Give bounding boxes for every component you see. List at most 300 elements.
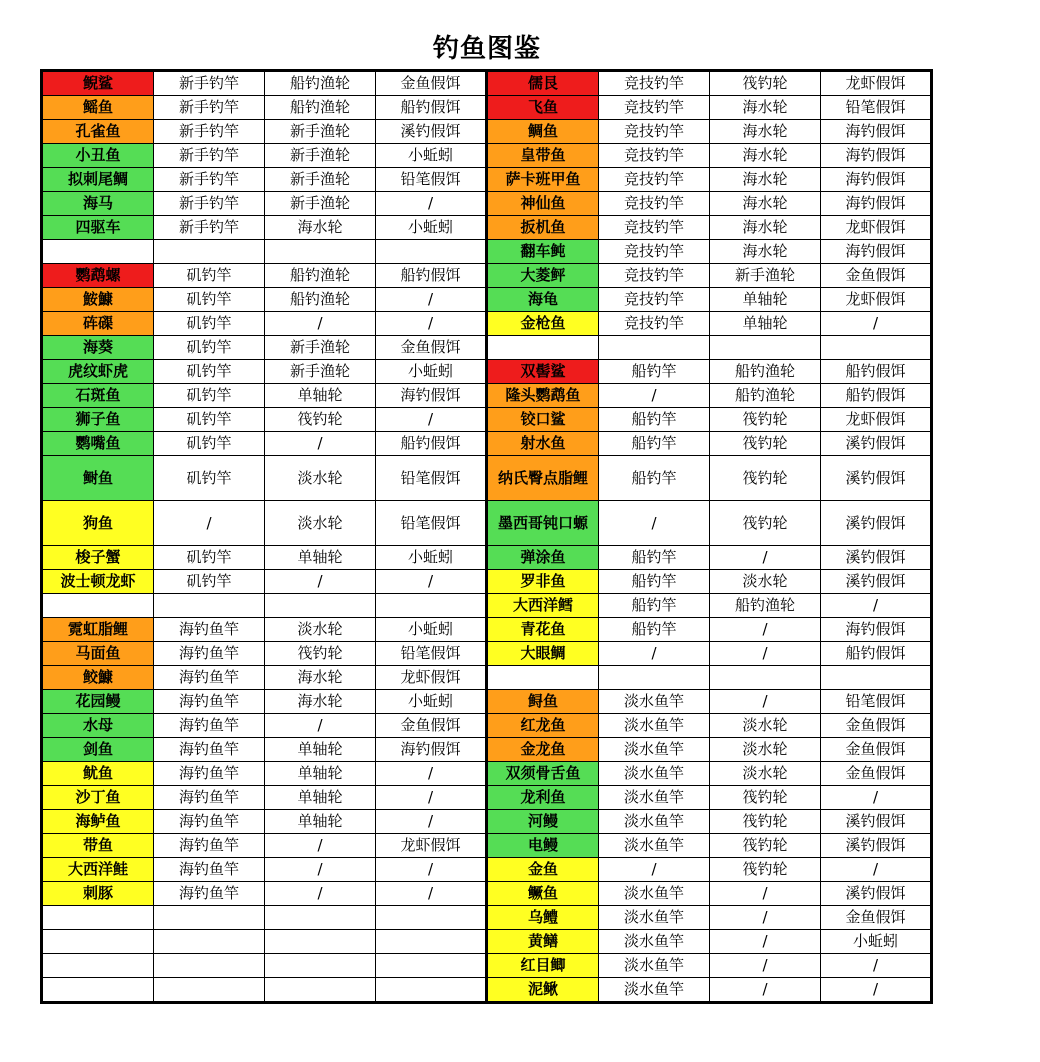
left-reel-cell: / — [265, 714, 376, 738]
right-bait-cell: 海钓假饵 — [821, 168, 932, 192]
right-bait-cell: 龙虾假饵 — [821, 408, 932, 432]
left-bait-cell: / — [376, 408, 487, 432]
right-reel-cell: / — [710, 906, 821, 930]
right-reel-cell: 海水轮 — [710, 240, 821, 264]
left-reel-cell: 船钓渔轮 — [265, 96, 376, 120]
right-rod-cell: 淡水鱼竿 — [599, 954, 710, 978]
left-rod-cell: 矶钓竿 — [154, 360, 265, 384]
left-fish-name-cell: 水母 — [42, 714, 154, 738]
table-row — [42, 384, 932, 408]
right-reel-cell: 新手渔轮 — [710, 264, 821, 288]
right-bait-cell: 龙虾假饵 — [821, 216, 932, 240]
right-fish-name-cell: 泥鳅 — [487, 978, 599, 1003]
right-reel-cell: 筏钓轮 — [710, 408, 821, 432]
right-bait-cell: 船钓假饵 — [821, 642, 932, 666]
left-reel-cell: 单轴轮 — [265, 762, 376, 786]
left-fish-name-cell — [42, 978, 154, 1003]
right-rod-cell: 船钓竿 — [599, 360, 710, 384]
right-rod-cell: 竞技钓竿 — [599, 312, 710, 336]
right-reel-cell: / — [710, 642, 821, 666]
left-rod-cell: 海钓鱼竿 — [154, 786, 265, 810]
left-fish-name-cell — [42, 930, 154, 954]
left-fish-name-cell: 砗磲 — [42, 312, 154, 336]
right-fish-name-cell: 黄鳝 — [487, 930, 599, 954]
right-reel-cell: 船钓渔轮 — [710, 384, 821, 408]
left-reel-cell: 船钓渔轮 — [265, 264, 376, 288]
right-fish-name-cell: 金鱼 — [487, 858, 599, 882]
left-rod-cell: 矶钓竿 — [154, 288, 265, 312]
right-fish-name-cell: 弹涂鱼 — [487, 546, 599, 570]
table-row — [42, 858, 932, 882]
table-row — [42, 71, 932, 96]
left-bait-cell: 金鱼假饵 — [376, 71, 487, 96]
left-bait-cell: 小蚯蚓 — [376, 360, 487, 384]
left-rod-cell: 矶钓竿 — [154, 546, 265, 570]
right-bait-cell: 龙虾假饵 — [821, 71, 932, 96]
left-reel-cell: 新手渔轮 — [265, 168, 376, 192]
left-rod-cell: 海钓鱼竿 — [154, 834, 265, 858]
right-reel-cell: 船钓渔轮 — [710, 360, 821, 384]
left-reel-cell — [265, 978, 376, 1003]
right-fish-name-cell: 红龙鱼 — [487, 714, 599, 738]
right-rod-cell: 淡水鱼竿 — [599, 882, 710, 906]
left-rod-cell — [154, 978, 265, 1003]
left-bait-cell: 铅笔假饵 — [376, 501, 487, 546]
left-fish-name-cell: 虎纹虾虎 — [42, 360, 154, 384]
left-reel-cell: / — [265, 570, 376, 594]
left-bait-cell: 溪钓假饵 — [376, 120, 487, 144]
right-bait-cell: 溪钓假饵 — [821, 834, 932, 858]
left-fish-name-cell: 刺豚 — [42, 882, 154, 906]
left-rod-cell — [154, 240, 265, 264]
table-row — [42, 216, 932, 240]
left-bait-cell: / — [376, 858, 487, 882]
table-row — [42, 786, 932, 810]
right-bait-cell: / — [821, 312, 932, 336]
left-fish-name-cell: 花园鳗 — [42, 690, 154, 714]
left-bait-cell: 船钓假饵 — [376, 264, 487, 288]
left-reel-cell: 单轴轮 — [265, 546, 376, 570]
left-rod-cell: 海钓鱼竿 — [154, 762, 265, 786]
table-row — [42, 546, 932, 570]
table-body — [42, 71, 932, 1003]
right-rod-cell: / — [599, 384, 710, 408]
right-bait-cell: 船钓假饵 — [821, 360, 932, 384]
table-row — [42, 96, 932, 120]
right-bait-cell: 金鱼假饵 — [821, 264, 932, 288]
left-fish-name-cell: 小丑鱼 — [42, 144, 154, 168]
right-rod-cell: / — [599, 501, 710, 546]
left-rod-cell: 矶钓竿 — [154, 336, 265, 360]
right-rod-cell: 船钓竿 — [599, 546, 710, 570]
left-reel-cell — [265, 954, 376, 978]
left-fish-name-cell: 鱿鱼 — [42, 762, 154, 786]
left-bait-cell — [376, 240, 487, 264]
right-rod-cell: 淡水鱼竿 — [599, 810, 710, 834]
left-rod-cell: / — [154, 501, 265, 546]
right-rod-cell: 淡水鱼竿 — [599, 738, 710, 762]
right-bait-cell: 溪钓假饵 — [821, 456, 932, 501]
left-fish-name-cell: 霓虹脂鲤 — [42, 618, 154, 642]
right-reel-cell: / — [710, 618, 821, 642]
right-bait-cell: 海钓假饵 — [821, 144, 932, 168]
left-rod-cell: 新手钓竿 — [154, 168, 265, 192]
left-bait-cell: 铅笔假饵 — [376, 168, 487, 192]
right-reel-cell: / — [710, 954, 821, 978]
right-reel-cell: 船钓渔轮 — [710, 594, 821, 618]
left-bait-cell: 金鱼假饵 — [376, 336, 487, 360]
right-bait-cell: 溪钓假饵 — [821, 432, 932, 456]
left-rod-cell: 海钓鱼竿 — [154, 666, 265, 690]
right-fish-name-cell: 金龙鱼 — [487, 738, 599, 762]
left-bait-cell: 小蚯蚓 — [376, 216, 487, 240]
left-bait-cell: / — [376, 762, 487, 786]
left-rod-cell — [154, 594, 265, 618]
left-reel-cell: 海水轮 — [265, 666, 376, 690]
right-reel-cell: / — [710, 978, 821, 1003]
left-bait-cell: 小蚯蚓 — [376, 690, 487, 714]
right-fish-name-cell: 河鳗 — [487, 810, 599, 834]
left-rod-cell: 新手钓竿 — [154, 144, 265, 168]
left-reel-cell: / — [265, 312, 376, 336]
table-row — [42, 408, 932, 432]
right-bait-cell: 小蚯蚓 — [821, 930, 932, 954]
left-fish-name-cell — [42, 240, 154, 264]
left-bait-cell — [376, 954, 487, 978]
table-row — [42, 264, 932, 288]
right-bait-cell: 海钓假饵 — [821, 120, 932, 144]
right-fish-name-cell: 海龟 — [487, 288, 599, 312]
left-fish-name-cell: 石斑鱼 — [42, 384, 154, 408]
left-bait-cell — [376, 594, 487, 618]
right-fish-name-cell: 隆头鹦鹉鱼 — [487, 384, 599, 408]
right-fish-name-cell: 红目鲫 — [487, 954, 599, 978]
left-reel-cell: 新手渔轮 — [265, 360, 376, 384]
right-reel-cell: 海水轮 — [710, 144, 821, 168]
left-rod-cell: 矶钓竿 — [154, 312, 265, 336]
right-bait-cell — [821, 336, 932, 360]
left-rod-cell — [154, 930, 265, 954]
left-bait-cell: 小蚯蚓 — [376, 144, 487, 168]
left-rod-cell: 新手钓竿 — [154, 71, 265, 96]
fish-catalog-table-wrapper — [40, 69, 930, 1004]
left-reel-cell: 新手渔轮 — [265, 336, 376, 360]
right-fish-name-cell: 飞鱼 — [487, 96, 599, 120]
right-bait-cell: 海钓假饵 — [821, 192, 932, 216]
table-row — [42, 642, 932, 666]
left-reel-cell: 新手渔轮 — [265, 144, 376, 168]
left-bait-cell: / — [376, 570, 487, 594]
table-row — [42, 690, 932, 714]
right-fish-name-cell: 神仙鱼 — [487, 192, 599, 216]
left-rod-cell: 新手钓竿 — [154, 120, 265, 144]
table-row — [42, 594, 932, 618]
table-row — [42, 834, 932, 858]
table-row — [42, 168, 932, 192]
table-row — [42, 570, 932, 594]
right-fish-name-cell: 墨西哥钝口螈 — [487, 501, 599, 546]
table-row — [42, 432, 932, 456]
table-row — [42, 456, 932, 501]
left-rod-cell: 海钓鱼竿 — [154, 690, 265, 714]
table-row — [42, 882, 932, 906]
right-fish-name-cell: 鲟鱼 — [487, 690, 599, 714]
left-fish-name-cell: 孔雀鱼 — [42, 120, 154, 144]
left-bait-cell: 小蚯蚓 — [376, 618, 487, 642]
left-fish-name-cell: 鳐鱼 — [42, 96, 154, 120]
left-reel-cell: 船钓渔轮 — [265, 288, 376, 312]
left-rod-cell — [154, 906, 265, 930]
right-reel-cell: 筏钓轮 — [710, 810, 821, 834]
left-fish-name-cell: 拟刺尾鲷 — [42, 168, 154, 192]
left-rod-cell: 海钓鱼竿 — [154, 810, 265, 834]
right-bait-cell: / — [821, 954, 932, 978]
right-fish-name-cell: 纳氏臀点脂鲤 — [487, 456, 599, 501]
right-bait-cell: 溪钓假饵 — [821, 546, 932, 570]
right-reel-cell: 筏钓轮 — [710, 834, 821, 858]
right-reel-cell: 单轴轮 — [710, 288, 821, 312]
left-bait-cell: 铅笔假饵 — [376, 642, 487, 666]
right-bait-cell: 金鱼假饵 — [821, 762, 932, 786]
left-bait-cell: / — [376, 882, 487, 906]
right-fish-name-cell: 大菱鲆 — [487, 264, 599, 288]
left-bait-cell: 龙虾假饵 — [376, 666, 487, 690]
right-rod-cell: 船钓竿 — [599, 570, 710, 594]
right-rod-cell: / — [599, 858, 710, 882]
right-bait-cell: 溪钓假饵 — [821, 810, 932, 834]
right-fish-name-cell — [487, 336, 599, 360]
right-reel-cell: 筏钓轮 — [710, 501, 821, 546]
table-row — [42, 906, 932, 930]
left-reel-cell: 单轴轮 — [265, 810, 376, 834]
right-reel-cell: / — [710, 882, 821, 906]
left-reel-cell: 淡水轮 — [265, 618, 376, 642]
right-fish-name-cell: 儒艮 — [487, 71, 599, 96]
left-fish-name-cell: 鲛鱇 — [42, 666, 154, 690]
right-rod-cell: 船钓竿 — [599, 432, 710, 456]
right-bait-cell: / — [821, 978, 932, 1003]
table-row — [42, 810, 932, 834]
right-rod-cell: 竞技钓竿 — [599, 144, 710, 168]
left-fish-name-cell: 海马 — [42, 192, 154, 216]
right-reel-cell: 筏钓轮 — [710, 858, 821, 882]
table-row — [42, 930, 932, 954]
right-rod-cell: 淡水鱼竿 — [599, 834, 710, 858]
right-rod-cell: 淡水鱼竿 — [599, 786, 710, 810]
right-reel-cell: 筏钓轮 — [710, 456, 821, 501]
left-rod-cell: 海钓鱼竿 — [154, 858, 265, 882]
left-reel-cell: 船钓渔轮 — [265, 71, 376, 96]
left-fish-name-cell: 狮子鱼 — [42, 408, 154, 432]
left-bait-cell: 船钓假饵 — [376, 432, 487, 456]
table-row — [42, 144, 932, 168]
right-rod-cell: 淡水鱼竿 — [599, 978, 710, 1003]
left-bait-cell: 铅笔假饵 — [376, 456, 487, 501]
right-rod-cell: 竞技钓竿 — [599, 120, 710, 144]
right-fish-name-cell: 萨卡班甲鱼 — [487, 168, 599, 192]
left-fish-name-cell: 沙丁鱼 — [42, 786, 154, 810]
right-reel-cell: 筏钓轮 — [710, 786, 821, 810]
table-row — [42, 336, 932, 360]
left-fish-name-cell: 鲥鱼 — [42, 456, 154, 501]
fish-catalog-table — [40, 69, 933, 1004]
left-rod-cell: 矶钓竿 — [154, 264, 265, 288]
right-rod-cell: 淡水鱼竿 — [599, 690, 710, 714]
right-reel-cell: 海水轮 — [710, 120, 821, 144]
right-reel-cell: 筏钓轮 — [710, 432, 821, 456]
right-fish-name-cell: 双须骨舌鱼 — [487, 762, 599, 786]
left-bait-cell — [376, 906, 487, 930]
left-reel-cell: 新手渔轮 — [265, 192, 376, 216]
right-rod-cell: 船钓竿 — [599, 456, 710, 501]
right-fish-name-cell: 鲷鱼 — [487, 120, 599, 144]
right-fish-name-cell: 翻车鲀 — [487, 240, 599, 264]
left-fish-name-cell: 梭子蟹 — [42, 546, 154, 570]
table-row — [42, 192, 932, 216]
table-row — [42, 738, 932, 762]
left-reel-cell: 海水轮 — [265, 216, 376, 240]
left-reel-cell: 筏钓轮 — [265, 642, 376, 666]
left-reel-cell: / — [265, 882, 376, 906]
left-fish-name-cell: 波士顿龙虾 — [42, 570, 154, 594]
right-rod-cell: / — [599, 642, 710, 666]
left-fish-name-cell: 海葵 — [42, 336, 154, 360]
right-fish-name-cell: 鳜鱼 — [487, 882, 599, 906]
left-rod-cell: 矶钓竿 — [154, 570, 265, 594]
right-bait-cell: 铅笔假饵 — [821, 690, 932, 714]
left-bait-cell: / — [376, 786, 487, 810]
right-bait-cell: 铅笔假饵 — [821, 96, 932, 120]
left-bait-cell: / — [376, 312, 487, 336]
right-rod-cell: 淡水鱼竿 — [599, 906, 710, 930]
right-reel-cell: 海水轮 — [710, 96, 821, 120]
left-bait-cell: 金鱼假饵 — [376, 714, 487, 738]
left-rod-cell: 海钓鱼竿 — [154, 714, 265, 738]
right-bait-cell: / — [821, 594, 932, 618]
right-bait-cell: 溪钓假饵 — [821, 501, 932, 546]
left-fish-name-cell — [42, 954, 154, 978]
left-reel-cell: / — [265, 834, 376, 858]
page-title: 钓鱼图鉴 — [432, 34, 541, 64]
right-fish-name-cell: 铰口鲨 — [487, 408, 599, 432]
left-bait-cell: / — [376, 810, 487, 834]
right-bait-cell: / — [821, 786, 932, 810]
left-fish-name-cell: 海鲈鱼 — [42, 810, 154, 834]
left-rod-cell: 新手钓竿 — [154, 216, 265, 240]
right-bait-cell: 船钓假饵 — [821, 384, 932, 408]
right-reel-cell: 海水轮 — [710, 216, 821, 240]
right-fish-name-cell: 乌鳢 — [487, 906, 599, 930]
left-bait-cell: 海钓假饵 — [376, 738, 487, 762]
right-fish-name-cell — [487, 666, 599, 690]
left-fish-name-cell: 马面鱼 — [42, 642, 154, 666]
right-bait-cell: 金鱼假饵 — [821, 714, 932, 738]
left-reel-cell — [265, 906, 376, 930]
left-bait-cell: / — [376, 288, 487, 312]
left-bait-cell: 小蚯蚓 — [376, 546, 487, 570]
right-bait-cell: 金鱼假饵 — [821, 738, 932, 762]
left-reel-cell: 单轴轮 — [265, 738, 376, 762]
left-fish-name-cell: 鹦嘴鱼 — [42, 432, 154, 456]
right-fish-name-cell: 大西洋鳕 — [487, 594, 599, 618]
table-row — [42, 978, 932, 1003]
table-row — [42, 666, 932, 690]
left-fish-name-cell — [42, 906, 154, 930]
right-fish-name-cell: 龙利鱼 — [487, 786, 599, 810]
left-fish-name-cell: 带鱼 — [42, 834, 154, 858]
table-row — [42, 120, 932, 144]
right-fish-name-cell: 射水鱼 — [487, 432, 599, 456]
table-row — [42, 360, 932, 384]
table-row — [42, 240, 932, 264]
right-reel-cell: 淡水轮 — [710, 762, 821, 786]
table-row — [42, 501, 932, 546]
right-rod-cell: 竞技钓竿 — [599, 216, 710, 240]
right-rod-cell: 竞技钓竿 — [599, 192, 710, 216]
right-rod-cell: 船钓竿 — [599, 594, 710, 618]
left-rod-cell: 海钓鱼竿 — [154, 738, 265, 762]
left-reel-cell: 筏钓轮 — [265, 408, 376, 432]
left-reel-cell: 海水轮 — [265, 690, 376, 714]
right-reel-cell: 淡水轮 — [710, 738, 821, 762]
right-fish-name-cell: 青花鱼 — [487, 618, 599, 642]
right-rod-cell: 竞技钓竿 — [599, 240, 710, 264]
table-row — [42, 762, 932, 786]
left-rod-cell: 矶钓竿 — [154, 456, 265, 501]
left-rod-cell: 矶钓竿 — [154, 408, 265, 432]
left-rod-cell — [154, 954, 265, 978]
left-rod-cell: 矶钓竿 — [154, 432, 265, 456]
right-rod-cell: 淡水鱼竿 — [599, 714, 710, 738]
left-bait-cell: / — [376, 192, 487, 216]
right-reel-cell: 淡水轮 — [710, 714, 821, 738]
right-rod-cell: 淡水鱼竿 — [599, 930, 710, 954]
table-row — [42, 312, 932, 336]
right-rod-cell: 竞技钓竿 — [599, 96, 710, 120]
right-rod-cell — [599, 336, 710, 360]
right-fish-name-cell: 罗非鱼 — [487, 570, 599, 594]
left-fish-name-cell: 狗鱼 — [42, 501, 154, 546]
right-reel-cell: 单轴轮 — [710, 312, 821, 336]
right-rod-cell: 淡水鱼竿 — [599, 762, 710, 786]
left-rod-cell: 矶钓竿 — [154, 384, 265, 408]
left-fish-name-cell: 大西洋鲑 — [42, 858, 154, 882]
right-bait-cell: 龙虾假饵 — [821, 288, 932, 312]
right-fish-name-cell: 电鳗 — [487, 834, 599, 858]
right-rod-cell: 船钓竿 — [599, 618, 710, 642]
left-fish-name-cell: 鹦鹉螺 — [42, 264, 154, 288]
table-row — [42, 954, 932, 978]
left-fish-name-cell: 四驱车 — [42, 216, 154, 240]
left-reel-cell: 单轴轮 — [265, 384, 376, 408]
right-reel-cell: 淡水轮 — [710, 570, 821, 594]
left-reel-cell: 单轴轮 — [265, 786, 376, 810]
right-rod-cell: 竞技钓竿 — [599, 71, 710, 96]
right-reel-cell: 筏钓轮 — [710, 71, 821, 96]
left-fish-name-cell: 鮟鱇 — [42, 288, 154, 312]
left-bait-cell — [376, 978, 487, 1003]
left-reel-cell — [265, 930, 376, 954]
left-reel-cell: 淡水轮 — [265, 501, 376, 546]
right-rod-cell: 竞技钓竿 — [599, 264, 710, 288]
left-bait-cell: 船钓假饵 — [376, 96, 487, 120]
right-fish-name-cell: 双髻鲨 — [487, 360, 599, 384]
left-reel-cell — [265, 240, 376, 264]
left-reel-cell — [265, 594, 376, 618]
right-bait-cell: 溪钓假饵 — [821, 570, 932, 594]
left-rod-cell: 海钓鱼竿 — [154, 642, 265, 666]
table-row — [42, 618, 932, 642]
